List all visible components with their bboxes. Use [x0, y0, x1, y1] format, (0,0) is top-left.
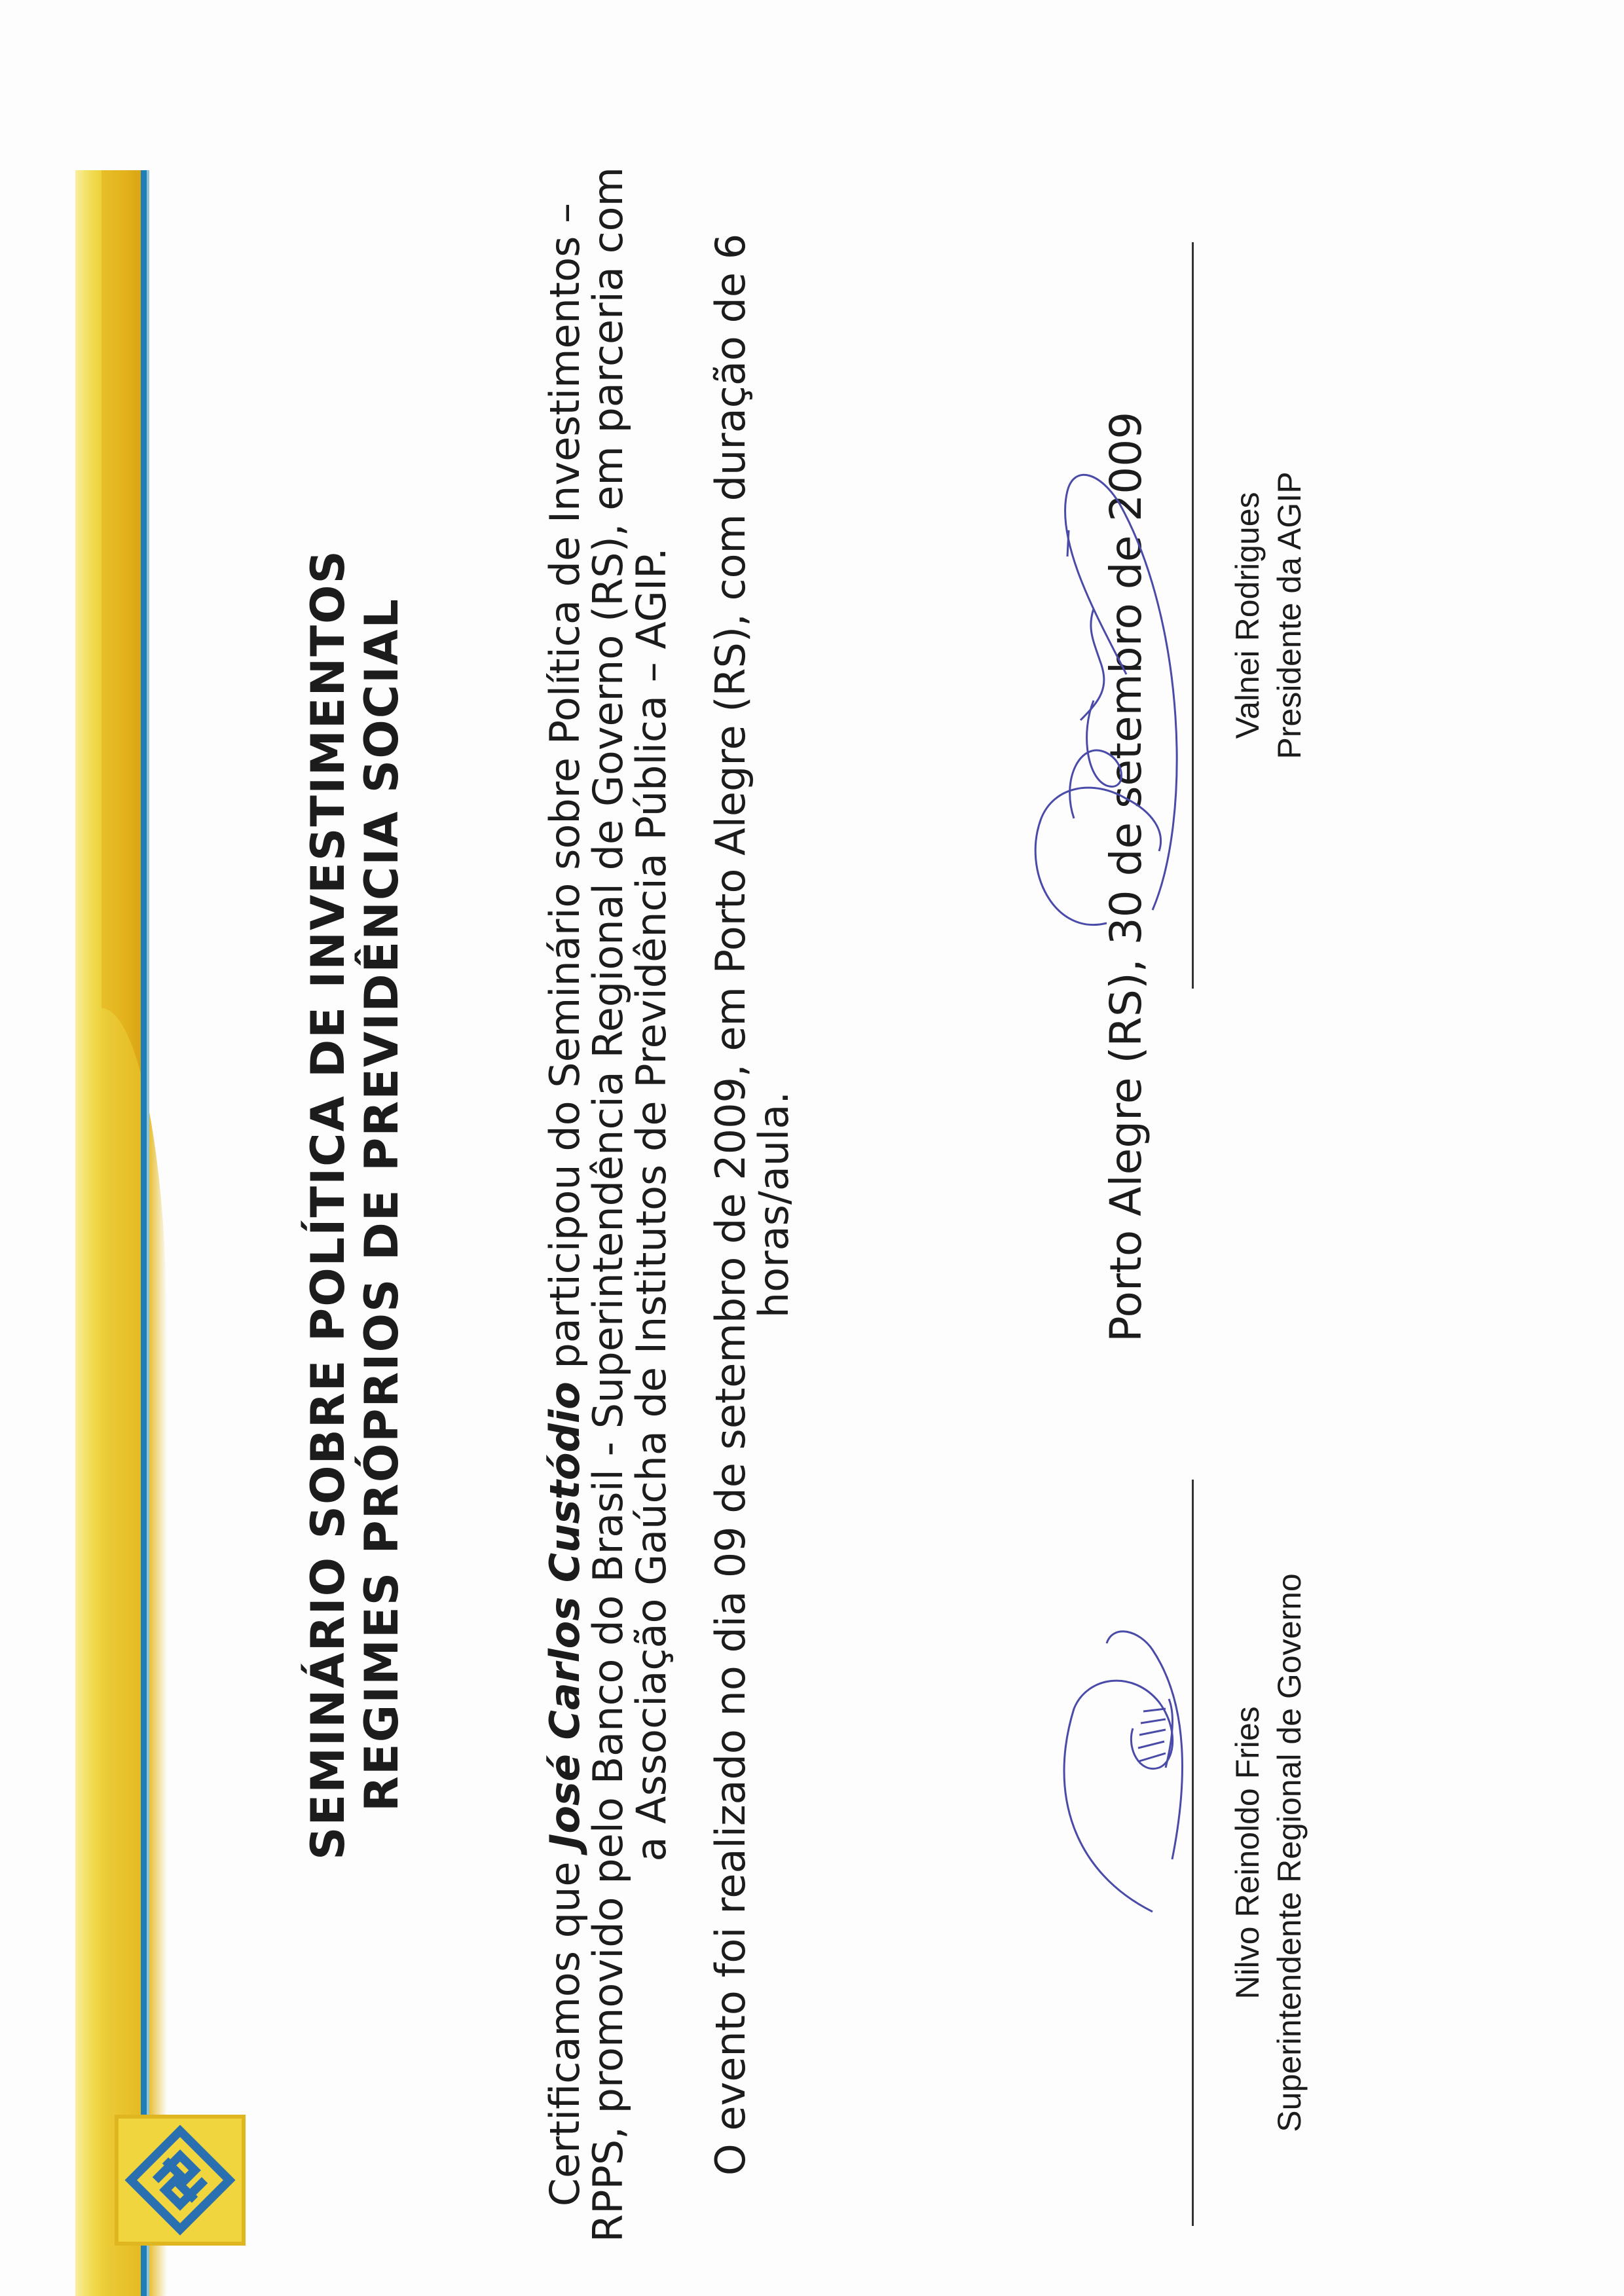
band-light-strip	[75, 170, 101, 2296]
decorative-band	[75, 170, 154, 2296]
certificate-title	[301, 157, 409, 2252]
signature-block-right	[1192, 242, 1310, 989]
participant-name: José Carlos Custódio	[541, 1381, 589, 1849]
body-paragraph-1	[541, 157, 675, 2252]
signature-line-right	[1192, 242, 1194, 989]
signatory-role-right: Presidente da AGIP	[1271, 471, 1308, 759]
title-line-1: SEMINÁRIO SOBRE POLÍTICA DE INVESTIMENTOS	[301, 549, 355, 1860]
handwritten-signature-2	[995, 452, 1205, 949]
handwritten-signature-1	[1035, 1597, 1205, 1925]
signature-nilvo	[1035, 1597, 1205, 1925]
band-light-blue-stripe	[147, 170, 149, 2296]
body-intro: Certificamos que	[541, 1861, 589, 2207]
place-and-date: Porto Alegre (RS), 30 de setembro de 2009	[1101, 411, 1151, 1342]
signatory-role-left: Superintendente Regional de Governo	[1271, 1573, 1308, 2132]
body-text-1: participou do Seminário sobre Política de Investimentos – RPPS, promovido pelo Banco do Brasil - Superintendência Regional de Governo (RS), em parceria com a Associação Gaúcha de Institutos de Previdência Pública – AGIP.	[541, 166, 675, 2243]
banco-do-brasil-logo	[115, 2115, 246, 2246]
signature-block-left	[1192, 1480, 1310, 2226]
certificate-body	[541, 157, 798, 2252]
signature-valnei	[995, 452, 1205, 949]
title-line-2: REGIMES PRÓPRIOS DE PREVIDÊNCIA SOCIAL	[355, 598, 409, 1812]
body-paragraph-2: O evento foi realizado no dia 09 de setembro de 2009, em Porto Alegre (RS), com duração de 6 horas/aula.	[707, 233, 798, 2176]
signatory-name-right: Valnei Rodrigues	[1229, 492, 1266, 739]
band-blue-stripe	[141, 170, 147, 2296]
certificate-content	[262, 157, 1388, 2252]
logo-icon	[119, 2119, 242, 2242]
signature-line-left	[1192, 1480, 1194, 2226]
signatory-name-left: Nilvo Reinoldo Fries	[1229, 1706, 1266, 1999]
band-gold-flare	[101, 1008, 167, 2296]
